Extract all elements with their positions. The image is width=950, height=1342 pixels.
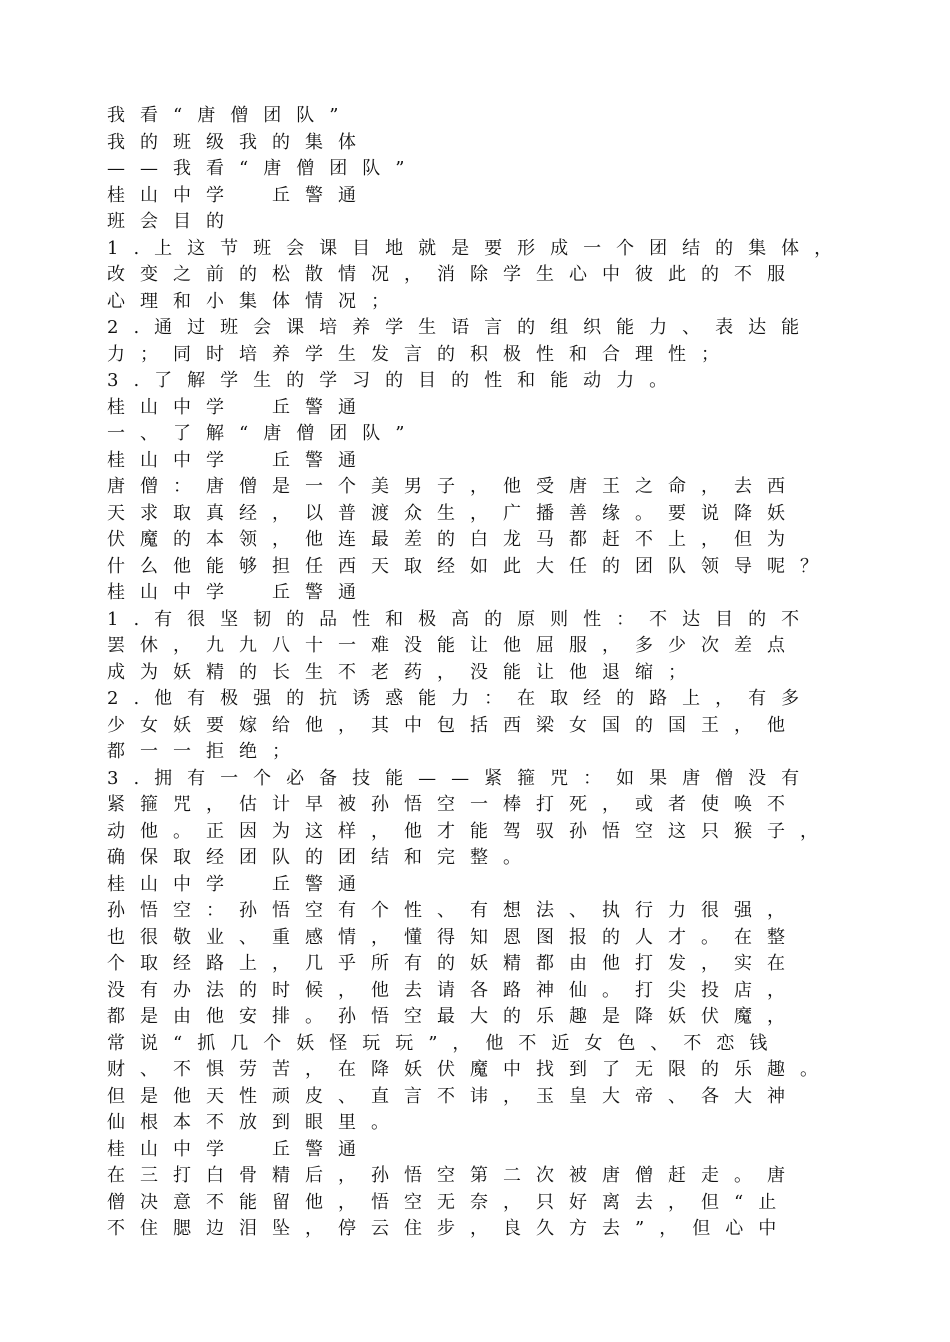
text-line: 僧决意不能留他，悟空无奈，只好离去，但“止 (107, 1191, 792, 1213)
text-line: 2.通过班会课培养学生语言的组织能力、表达能 (107, 317, 815, 338)
text-line: 天求取真经，以普渡众生，广播善缘。要说降妖 (107, 502, 800, 524)
text-line: 个取经路上，几乎所有的妖精都由他打发，实在 (107, 953, 800, 974)
doc-subheading: ——我看“唐僧团队” (107, 158, 420, 179)
text-line: 也很敬业、重感情，懂得知恩图报的人才。在整 (107, 926, 800, 948)
text-line: 仙根本不放到眼里。 (107, 1112, 404, 1133)
author-line: 桂山中学 丘警通 (107, 184, 371, 206)
text-line: 在三打白骨精后，孙悟空第二次被唐僧赶走。唐 (107, 1165, 800, 1186)
author-line: 桂山中学 丘警通 (107, 396, 371, 418)
text-line: 少女妖要嫁给他，其中包括西梁女国的国王，他 (107, 714, 800, 736)
text-line: 财、不惧劳苦，在降妖伏魔中找到了无限的乐趣。 (107, 1059, 833, 1080)
text-line: 伏魔的本领，他连最差的白龙马都赶不上，但为 (107, 529, 800, 550)
section-heading: 一、了解“唐僧团队” (107, 423, 420, 444)
author-line: 桂山中学 丘警通 (107, 449, 371, 471)
text-line: 3.了解学生的学习的目的性和能动力。 (107, 370, 683, 391)
text-line: 常说“抓几个妖怪玩玩”，他不近女色、不恋钱 (107, 1032, 783, 1054)
text-line: 1.上这节班会课目地就是要形成一个团结的集体， (107, 237, 848, 259)
text-line: 但是他天性顽皮、直言不讳，玉皇大帝、各大神 (107, 1085, 800, 1107)
author-line: 桂山中学 丘警通 (107, 873, 371, 895)
text-line: 改变之前的松散情况，消除学生心中彼此的不服 (107, 264, 800, 285)
document-body (107, 103, 867, 1243)
text-line: 紧箍咒，估计早被孙悟空一棒打死，或者使唤不 (107, 794, 800, 815)
text-line: 力；同时培养学生发言的积极性和合理性； (107, 343, 734, 365)
text-line: 唐僧：唐僧是一个美男子，他受唐王之命，去西 (107, 476, 800, 497)
doc-title: 我看“唐僧团队” (107, 105, 354, 126)
text-line: 什么他能够担任西天取经如此大任的团队领导呢？ (107, 555, 833, 577)
section-heading: 班会目的 (107, 211, 239, 232)
text-line: 成为妖精的长生不老药，没能让他退缩； (107, 661, 701, 683)
text-line: 不住腮边泪坠，停云住步，良久方去”，但心中 (107, 1218, 792, 1239)
text-line: 1.有很坚韧的品性和极高的原则性：不达目的不 (107, 608, 815, 630)
text-line: 没有办法的时候，他去请各路神仙。打尖投店， (107, 979, 800, 1001)
text-line: 动他。正因为这样，他才能驾驭孙悟空这只猴子， (107, 820, 833, 842)
text-line: 确保取经团队的团结和完整。 (107, 847, 536, 868)
text-line: 都是由他安排。孙悟空最大的乐趣是降妖伏魔， (107, 1006, 800, 1027)
author-line: 桂山中学 丘警通 (107, 1138, 371, 1160)
text-line: 心理和小集体情况； (107, 290, 404, 312)
text-line: 都一一拒绝； (107, 741, 305, 762)
author-line: 桂山中学 丘警通 (107, 582, 371, 603)
text-line: 罢休，九九八十一难没能让他屈服，多少次差点 (107, 635, 800, 656)
text-line: 3.拥有一个必备技能——紧箍咒：如果唐僧没有 (107, 767, 815, 789)
text-line: 2.他有极强的抗诱惑能力：在取经的路上，有多 (107, 688, 815, 709)
text-line: 孙悟空：孙悟空有个性、有想法、执行力很强， (107, 900, 800, 921)
doc-heading: 我的班级我的集体 (107, 131, 371, 153)
